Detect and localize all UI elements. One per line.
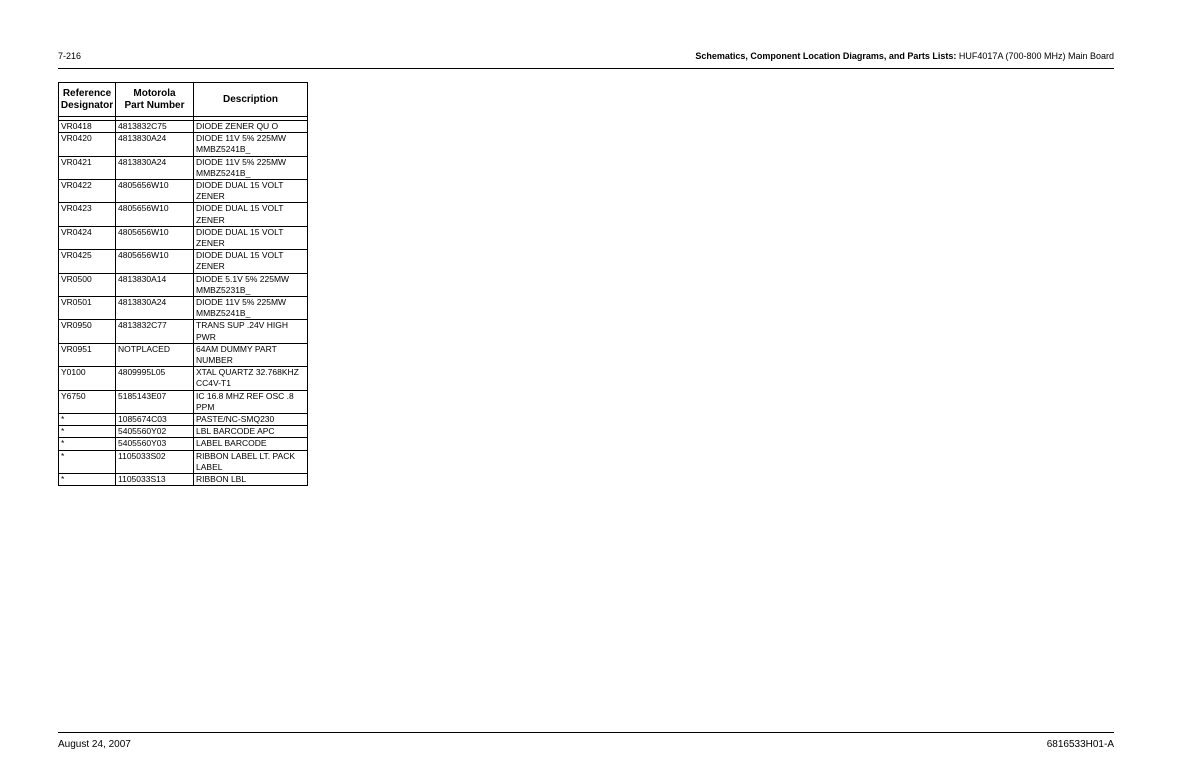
description-cell: PASTE/NC-SMQ230 bbox=[194, 414, 308, 426]
footer-date: August 24, 2007 bbox=[58, 739, 131, 750]
table-row bbox=[59, 438, 308, 450]
footer-document-number: 6816533H01-A bbox=[1046, 739, 1114, 750]
description-cell: DIODE DUAL 15 VOLT ZENER bbox=[194, 180, 308, 203]
reference-cell: * bbox=[59, 450, 116, 473]
table-row bbox=[59, 156, 308, 179]
description-cell: DIODE 11V 5% 225MW MMBZ5241B_ bbox=[194, 156, 308, 179]
reference-cell: VR0422 bbox=[59, 180, 116, 203]
description-cell: LBL BARCODE APC bbox=[194, 426, 308, 438]
table-row bbox=[59, 133, 308, 156]
table-row bbox=[59, 203, 308, 226]
reference-cell: * bbox=[59, 438, 116, 450]
reference-cell: VR0424 bbox=[59, 226, 116, 249]
part-number-cell: 5405560Y03 bbox=[116, 438, 194, 450]
part-number-cell: 4813832C77 bbox=[116, 320, 194, 343]
part-number-cell: 4813832C75 bbox=[116, 121, 194, 133]
header-title-bold: Schematics, Component Location Diagrams, and Parts Lists: bbox=[695, 51, 957, 61]
reference-cell: Y0100 bbox=[59, 367, 116, 390]
description-cell: DIODE DUAL 15 VOLT ZENER bbox=[194, 250, 308, 273]
table-row bbox=[59, 121, 308, 133]
parts-list-table bbox=[58, 82, 308, 486]
part-number-cell: 4809995L05 bbox=[116, 367, 194, 390]
header-rule bbox=[58, 68, 1114, 69]
page-header-title bbox=[695, 51, 1114, 61]
table-row bbox=[59, 273, 308, 296]
table-row bbox=[59, 390, 308, 413]
table-row bbox=[59, 320, 308, 343]
description-cell: DIODE DUAL 15 VOLT ZENER bbox=[194, 226, 308, 249]
part-number-cell: 4813830A24 bbox=[116, 156, 194, 179]
part-number-cell: 4805656W10 bbox=[116, 250, 194, 273]
footer-rule bbox=[58, 732, 1114, 733]
description-cell: TRANS SUP .24V HIGH PWR bbox=[194, 320, 308, 343]
reference-cell: VR0420 bbox=[59, 133, 116, 156]
description-cell: DIODE 11V 5% 225MW MMBZ5241B_ bbox=[194, 133, 308, 156]
part-number-cell: 1105033S13 bbox=[116, 474, 194, 486]
table-row bbox=[59, 450, 308, 473]
table-header-row bbox=[59, 83, 308, 117]
reference-cell: * bbox=[59, 426, 116, 438]
reference-cell: VR0418 bbox=[59, 121, 116, 133]
part-number-cell: 1105033S02 bbox=[116, 450, 194, 473]
table-row bbox=[59, 250, 308, 273]
part-number-cell: 4813830A24 bbox=[116, 133, 194, 156]
part-number-cell: 4813830A24 bbox=[116, 297, 194, 320]
description-cell: XTAL QUARTZ 32.768KHZ CC4V-T1 bbox=[194, 367, 308, 390]
part-number-cell: 4805656W10 bbox=[116, 226, 194, 249]
reference-cell: VR0421 bbox=[59, 156, 116, 179]
part-number-cell: 5185143E07 bbox=[116, 390, 194, 413]
description-cell: DIODE ZENER QU O bbox=[194, 121, 308, 133]
table-row bbox=[59, 226, 308, 249]
header-title-regular: HUF4017A (700-800 MHz) Main Board bbox=[956, 51, 1114, 61]
reference-cell: VR0950 bbox=[59, 320, 116, 343]
reference-cell: VR0425 bbox=[59, 250, 116, 273]
page-number: 7-216 bbox=[58, 51, 82, 61]
table-row bbox=[59, 367, 308, 390]
reference-cell: VR0423 bbox=[59, 203, 116, 226]
reference-cell: VR0951 bbox=[59, 343, 116, 366]
reference-cell: VR0501 bbox=[59, 297, 116, 320]
description-cell: IC 16.8 MHZ REF OSC .8 PPM bbox=[194, 390, 308, 413]
reference-cell: * bbox=[59, 474, 116, 486]
table-row bbox=[59, 426, 308, 438]
description-cell: RIBBON LABEL LT. PACK LABEL bbox=[194, 450, 308, 473]
description-cell: RIBBON LBL bbox=[194, 474, 308, 486]
table-row bbox=[59, 180, 308, 203]
part-number-cell: 4805656W10 bbox=[116, 180, 194, 203]
description-cell: DIODE 11V 5% 225MW MMBZ5241B_ bbox=[194, 297, 308, 320]
part-number-cell: 5405560Y02 bbox=[116, 426, 194, 438]
reference-cell: * bbox=[59, 414, 116, 426]
part-number-cell: NOTPLACED bbox=[116, 343, 194, 366]
description-cell: DIODE 5.1V 5% 225MW MMBZ5231B_ bbox=[194, 273, 308, 296]
part-number-cell: 1085674C03 bbox=[116, 414, 194, 426]
table-row bbox=[59, 414, 308, 426]
reference-cell: VR0500 bbox=[59, 273, 116, 296]
column-header-part-number: Motorola Part Number bbox=[116, 83, 194, 117]
table-row bbox=[59, 343, 308, 366]
description-cell: DIODE DUAL 15 VOLT ZENER bbox=[194, 203, 308, 226]
description-cell: LABEL BARCODE bbox=[194, 438, 308, 450]
part-number-cell: 4813830A14 bbox=[116, 273, 194, 296]
column-header-description: Description bbox=[194, 83, 308, 117]
table-row bbox=[59, 297, 308, 320]
table-row bbox=[59, 474, 308, 486]
column-header-reference: Reference Designator bbox=[59, 83, 116, 117]
description-cell: 64AM DUMMY PART NUMBER bbox=[194, 343, 308, 366]
part-number-cell: 4805656W10 bbox=[116, 203, 194, 226]
reference-cell: Y6750 bbox=[59, 390, 116, 413]
